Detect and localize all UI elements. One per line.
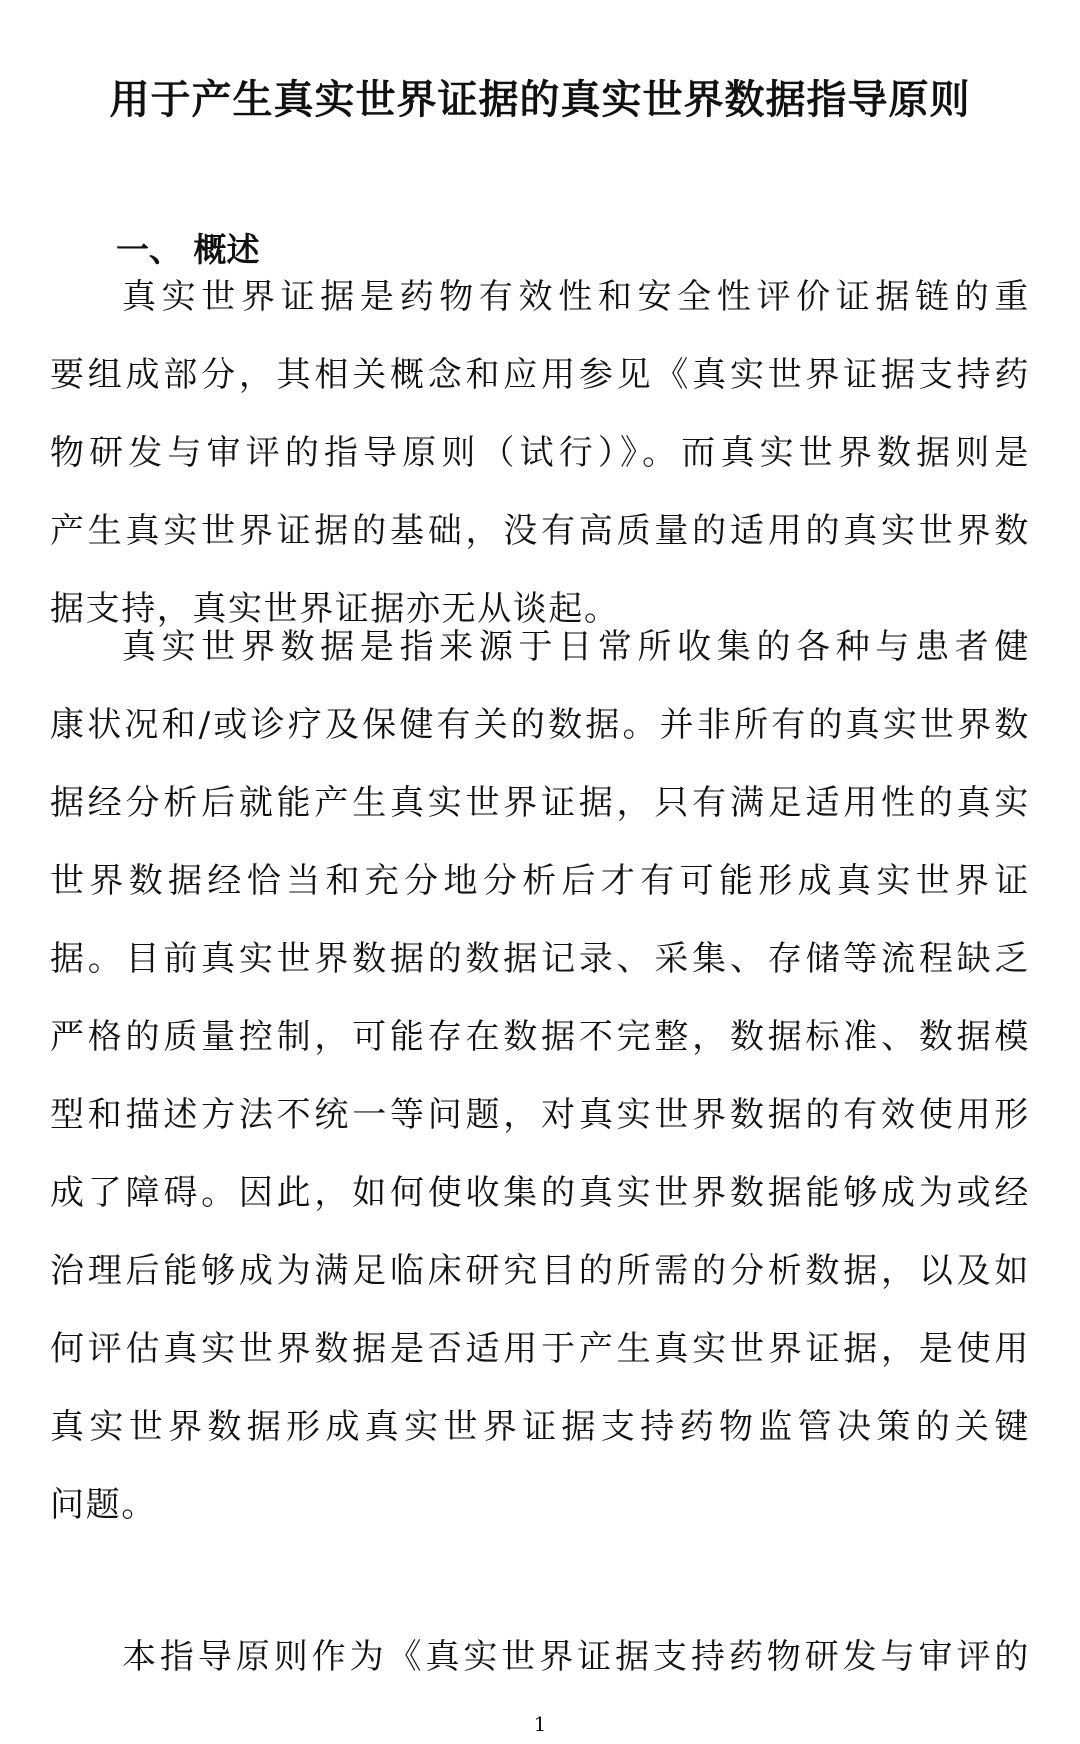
document-title: 用于产生真实世界证据的真实世界数据指导原则 <box>109 77 971 123</box>
paragraph-line: 据。目前真实世界数据的数据记录、采集、存储等流程缺乏 <box>50 939 1030 979</box>
paragraph-line: 成了障碍。因此，如何使收集的真实世界数据能够成为或经 <box>50 1173 1030 1213</box>
paragraph-line: 产生真实世界证据的基础，没有高质量的适用的真实世界数 <box>50 511 1030 551</box>
page-number: 1 <box>533 1712 547 1736</box>
paragraph-line: 严格的质量控制，可能存在数据不完整，数据标准、数据模 <box>50 1017 1030 1057</box>
paragraph-line: 物研发与审评的指导原则（试行）》。而真实世界数据则是 <box>50 433 1030 473</box>
paragraph-line: 据经分析后就能产生真实世界证据，只有满足适用性的真实 <box>50 783 1030 823</box>
paragraph-3 <box>50 1618 1030 1696</box>
paragraph-line: 康状况和/或诊疗及保健有关的数据。并非所有的真实世界数 <box>50 705 1030 745</box>
paragraph-line: 据支持，真实世界证据亦无从谈起。 <box>50 589 620 629</box>
paragraph-2 <box>50 608 1030 1544</box>
paragraph-line: 真实世界数据是指来源于日常所收集的各种与患者健 <box>122 627 1030 667</box>
paragraph-line: 问题。 <box>50 1485 157 1525</box>
paragraph-line: 型和描述方法不统一等问题，对真实世界数据的有效使用形 <box>50 1095 1030 1135</box>
paragraph-line: 真实世界证据是药物有效性和安全性评价证据链的重 <box>122 277 1030 317</box>
paragraph-1 <box>50 258 1030 648</box>
section-heading: 一、 概述 <box>116 230 260 269</box>
paragraph-line: 要组成部分，其相关概念和应用参见《真实世界证据支持药 <box>50 355 1030 395</box>
paragraph-line: 本指导原则作为《真实世界证据支持药物研发与审评的 <box>122 1637 1030 1677</box>
paragraph-line: 治理后能够成为满足临床研究目的所需的分析数据，以及如 <box>50 1251 1030 1291</box>
paragraph-line: 世界数据经恰当和充分地分析后才有可能形成真实世界证 <box>50 861 1030 901</box>
paragraph-line: 何评估真实世界数据是否适用于产生真实世界证据，是使用 <box>50 1329 1030 1369</box>
paragraph-line: 真实世界数据形成真实世界证据支持药物监管决策的关键 <box>50 1407 1030 1447</box>
